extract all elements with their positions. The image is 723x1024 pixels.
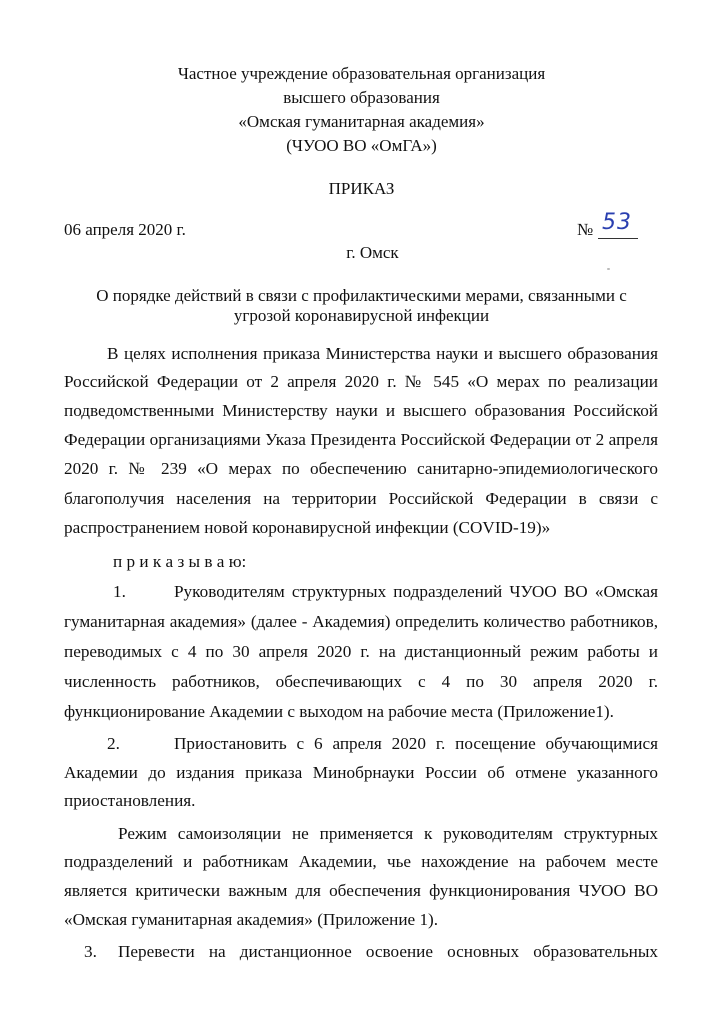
order-word: п р и к а з ы в а ю: bbox=[113, 552, 247, 571]
item-2-line-2: Академии до издания приказа Минобрнауки России об отмене указанного bbox=[64, 764, 658, 782]
note-line-3: является критически важным для обеспечения функционирования ЧУОО ВО bbox=[64, 882, 658, 900]
org-name-line-2: высшего образования bbox=[283, 88, 440, 107]
item-3-line-1: Перевести на дистанционное освоение основных образовательных bbox=[118, 943, 658, 961]
doc-type-title: ПРИКАЗ bbox=[328, 179, 395, 198]
order-date: 06 апреля 2020 г. bbox=[64, 220, 186, 239]
order-number-handwritten: 53 bbox=[602, 210, 632, 235]
item-1-line-4: численность работников, обеспечивающих с 4 по 30 апреля 2020 г. bbox=[64, 673, 658, 691]
preamble-line-7: распространением новой коронавирусной инфекции (COVID-19)» bbox=[64, 518, 551, 537]
preamble-line-6: благополучия населения на территории Российской Федерации в связи с bbox=[64, 490, 658, 508]
preamble-line-2: Российской Федерации от 2 апреля 2020 г. № 545 «О мерах по реализации bbox=[64, 373, 658, 391]
preamble-line-1: В целях исполнения приказа Министерства науки и высшего образования bbox=[107, 345, 658, 363]
number-underline bbox=[598, 238, 638, 239]
item-2-line-3: приостановления. bbox=[64, 791, 196, 810]
item-1-line-1: Руководителям структурных подразделений ЧУОО ВО «Омская bbox=[174, 583, 658, 601]
item-2-number: 2. bbox=[107, 734, 120, 753]
org-name-line-4: (ЧУОО ВО «ОмГА») bbox=[286, 136, 437, 155]
number-label: № bbox=[577, 220, 594, 239]
note-line-1: Режим самоизоляции не применяется к руководителям структурных bbox=[118, 825, 658, 843]
item-3-number: 3. bbox=[84, 942, 97, 961]
preamble-line-5: 2020 г. № 239 «О мерах по обеспечению санитарно-эпидемиологического bbox=[64, 460, 658, 478]
item-1-number: 1. bbox=[113, 582, 126, 601]
note-line-4: «Омская гуманитарная академия» (Приложение 1). bbox=[64, 910, 439, 929]
city: г. Омск bbox=[346, 243, 399, 262]
org-name-line-1: Частное учреждение образовательная организация bbox=[177, 64, 546, 83]
item-1-line-5: функционирование Академии с выходом на рабочие места (Приложение1). bbox=[64, 702, 614, 721]
note-line-2: подразделений и работникам Академии, чье нахождение на рабочем месте bbox=[64, 853, 658, 871]
preamble-line-3: подведомственными Министерству науки и высшего образования Российской bbox=[64, 402, 658, 420]
item-1-line-3: переводимых с 4 по 30 апреля 2020 г. на дистанционный режим работы и bbox=[64, 643, 658, 661]
subject-line-1: О порядке действий в связи с профилактическими мерами, связанными с bbox=[96, 286, 627, 305]
preamble-line-4: Федерации организациями Указа Президента Российской Федерации от 2 апреля bbox=[64, 431, 658, 449]
subject-line-2: угрозой коронавирусной инфекции bbox=[233, 306, 490, 325]
item-2-line-1: Приостановить с 6 апреля 2020 г. посещение обучающимися bbox=[174, 735, 658, 753]
item-1-line-2: гуманитарная академия» (далее - Академия) определить количество работников, bbox=[64, 613, 658, 631]
scan-speck bbox=[607, 268, 610, 270]
org-name-line-3: «Омская гуманитарная академия» bbox=[238, 112, 485, 131]
